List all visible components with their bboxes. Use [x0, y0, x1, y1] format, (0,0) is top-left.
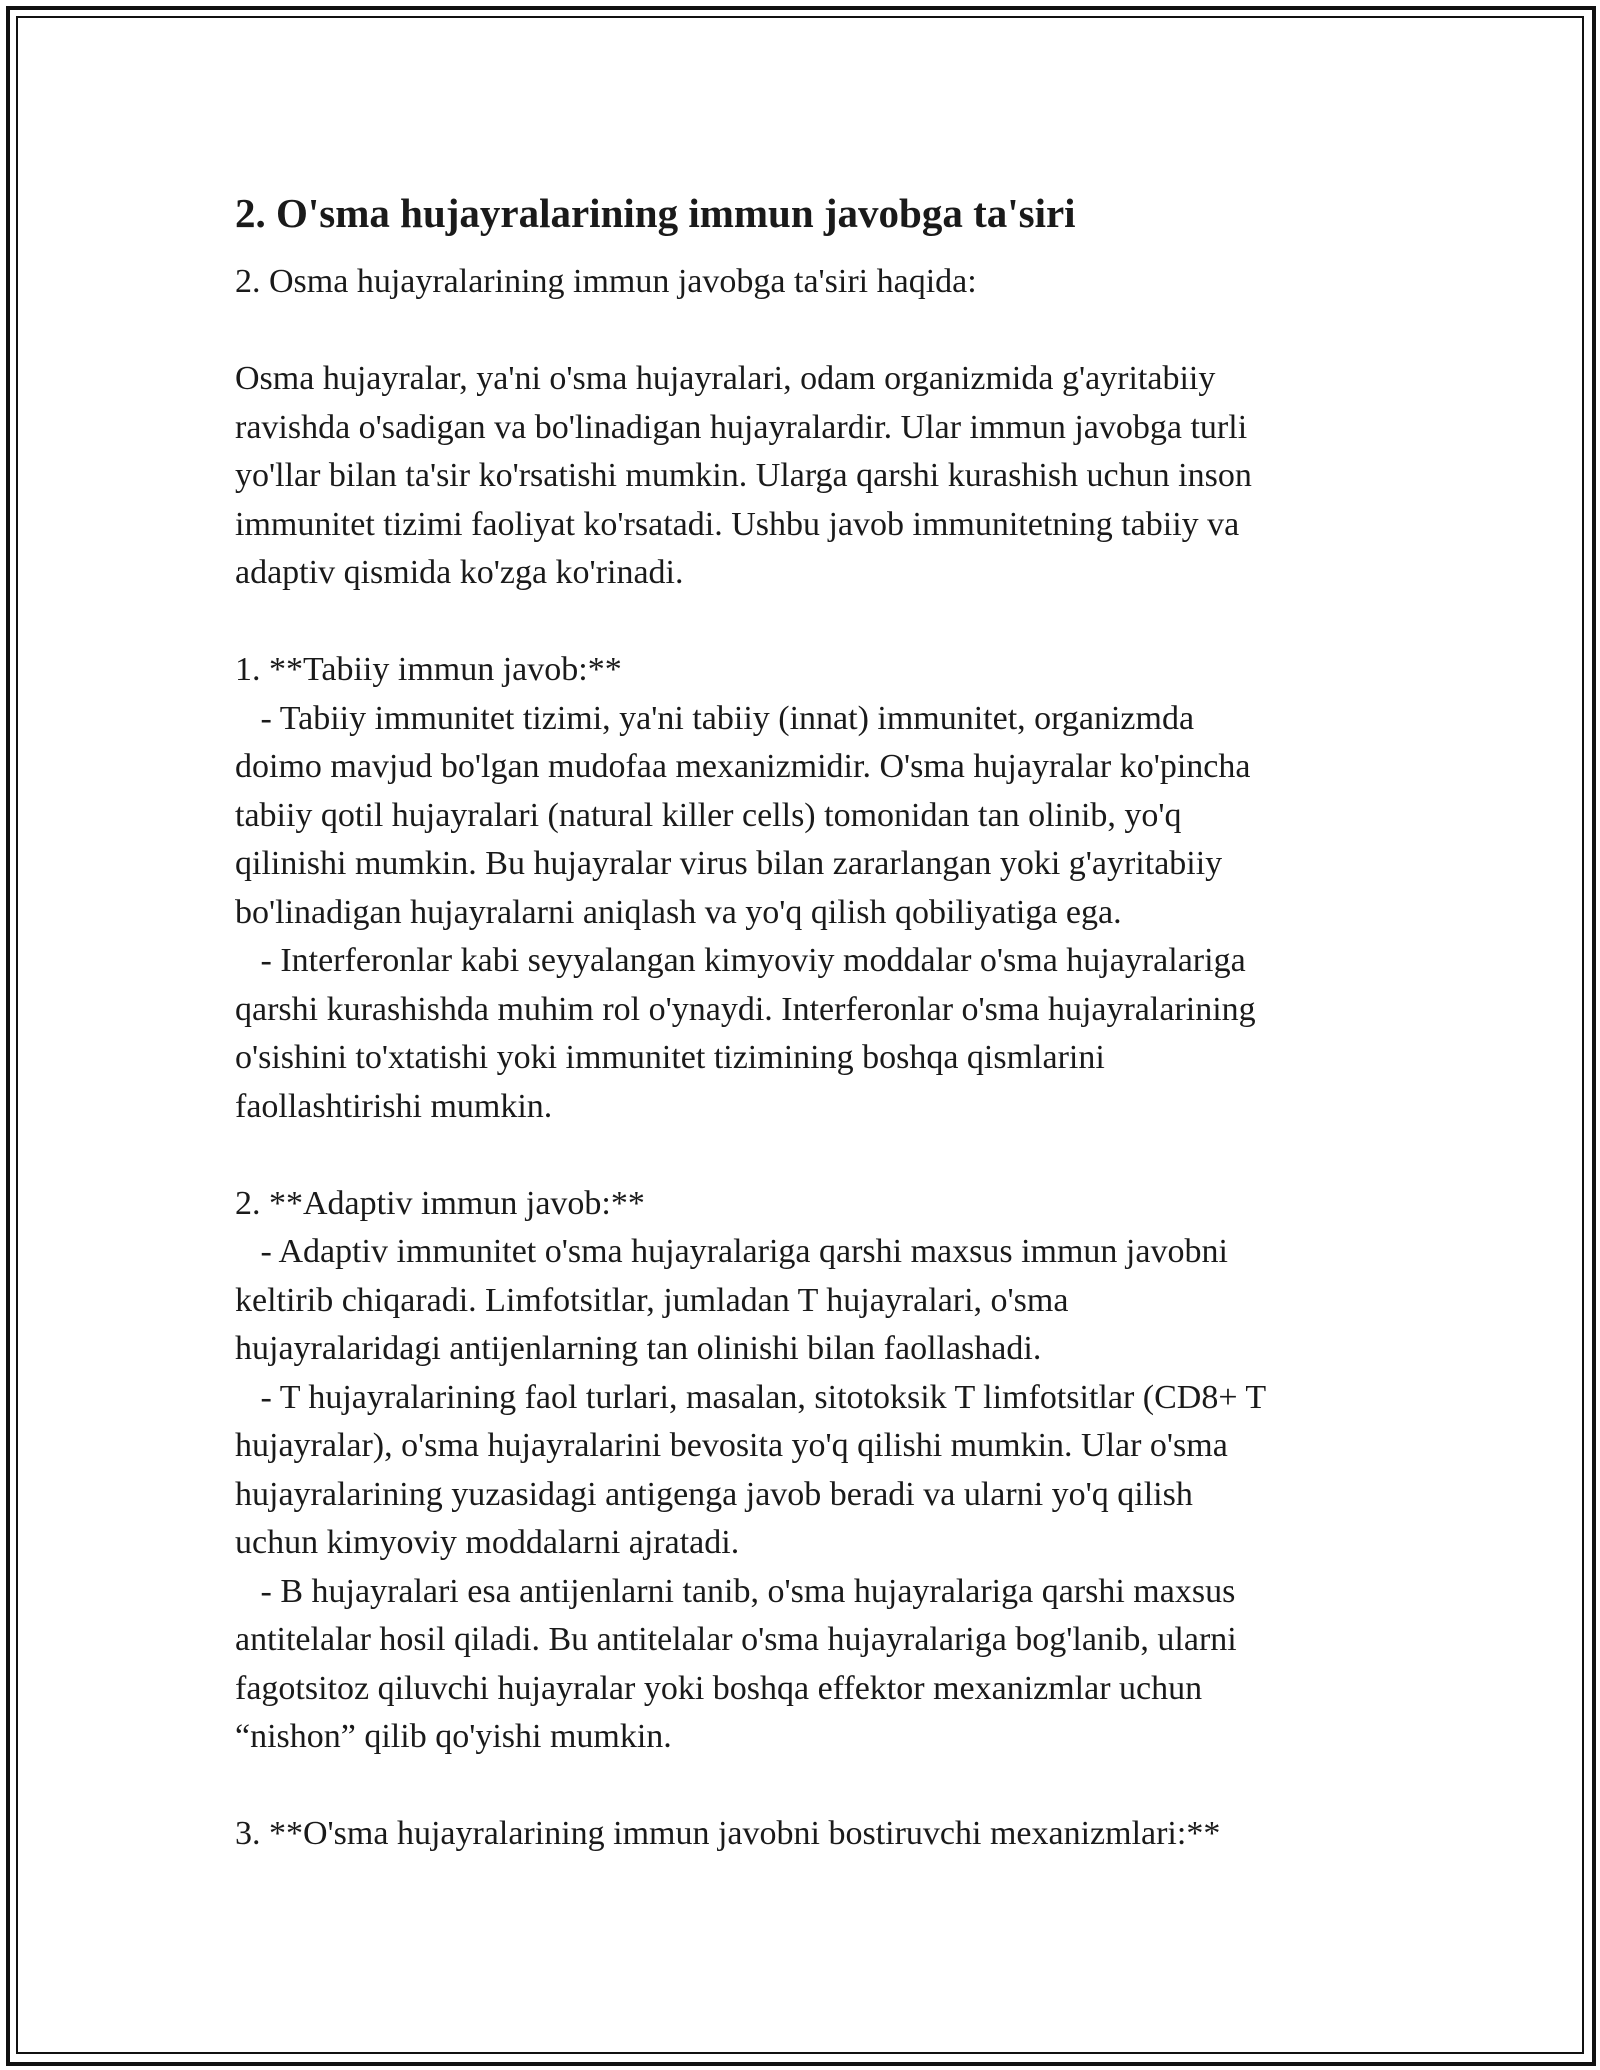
- text-line: fagotsitoz qiluvchi hujayralar yoki boshqa effektor mexanizmlar uchun: [235, 1669, 1203, 1707]
- text-line: - Interferonlar kabi seyyalangan kimyoviy moddalar o'sma hujayralariga: [235, 942, 1246, 979]
- text-line: [235, 1762, 1365, 1811]
- text-line: keltirib chiqaradi. Limfotsitlar, jumladan T hujayralari, o'sma: [235, 1281, 1069, 1319]
- document-text: [235, 258, 1365, 1859]
- text-line: - Tabiiy immunitet tizimi, ya'ni tabiiy (innat) immunitet, organizmda: [235, 699, 1195, 737]
- text-line: tabiiy qotil hujayralari (natural killer cells) tomonidan tan olinib, yo'q: [235, 796, 1182, 834]
- document-body: [235, 186, 1365, 1859]
- text-line: immunitet tizimi faoliyat ko'rsatadi. Ushbu javob immunitetning tabiiy va: [235, 505, 1240, 543]
- text-line: 1. **Tabiiy immun javob:**: [235, 651, 622, 688]
- text-line: ravishda o'sadigan va bo'linadigan hujayralardir. Ular immun javobga turli: [235, 408, 1248, 446]
- text-line: yo'llar bilan ta'sir ko'rsatishi mumkin. Ularga qarshi kurashish uchun inson: [235, 457, 1252, 494]
- text-line: antitelalar hosil qiladi. Bu antitelalar o'sma hujayralariga bog'lanib, ularni: [235, 1621, 1237, 1658]
- text-line: [235, 1131, 1365, 1180]
- text-line: adaptiv qismida ko'zga ko'rinadi.: [235, 554, 684, 591]
- text-line: hujayralaridagi antijenlarning tan olinishi bilan faollashadi.: [235, 1330, 1042, 1367]
- document-title: 2. O'sma hujayralarining immun javobga ta'siri: [235, 190, 1076, 236]
- text-line: hujayralarining yuzasidagi antigenga javob beradi va ularni yo'q qilish: [235, 1475, 1193, 1513]
- text-line: - Adaptiv immunitet o'sma hujayralariga qarshi maxsus immun javobni: [235, 1233, 1228, 1270]
- text-line: hujayralar), o'sma hujayralarini bevosita yo'q qilishi mumkin. Ular o'sma: [235, 1427, 1228, 1464]
- text-line: [235, 307, 1365, 356]
- text-line: - B hujayralari esa antijenlarni tanib, o'sma hujayralariga qarshi maxsus: [235, 1572, 1236, 1610]
- text-line: 2. Osma hujayralarining immun javobga ta'siri haqida:: [235, 263, 977, 300]
- text-line: bo'linadigan hujayralarni aniqlash va yo'q qilish qobiliyatiga ega.: [235, 893, 1122, 931]
- text-line: faollashtirishi mumkin.: [235, 1087, 553, 1125]
- text-line: “nishon” qilib qo'yishi mumkin.: [235, 1718, 672, 1755]
- text-line: Osma hujayralar, ya'ni o'sma hujayralari, odam organizmida g'ayritabiiy: [235, 360, 1216, 397]
- text-line: uchun kimyoviy moddalarni ajratadi.: [235, 1524, 740, 1561]
- text-line: qilinishi mumkin. Bu hujayralar virus bilan zararlangan yoki g'ayritabiiy: [235, 845, 1223, 882]
- text-line: [235, 598, 1365, 647]
- text-line: 3. **O'sma hujayralarining immun javobni bostiruvchi mexanizmlari:**: [235, 1815, 1221, 1852]
- text-line: qarshi kurashishda muhim rol o'ynaydi. Interferonlar o'sma hujayralarining: [235, 990, 1256, 1028]
- text-line: - T hujayralarining faol turlari, masalan, sitotoksik T limfotsitlar (CD8+ T: [235, 1378, 1267, 1416]
- text-line: 2. **Adaptiv immun javob:**: [235, 1184, 645, 1222]
- text-line: o'sishini to'xtatishi yoki immunitet tizimining boshqa qismlarini: [235, 1039, 1105, 1076]
- text-line: doimo mavjud bo'lgan mudofaa mexanizmidir. O'sma hujayralar ko'pincha: [235, 748, 1251, 785]
